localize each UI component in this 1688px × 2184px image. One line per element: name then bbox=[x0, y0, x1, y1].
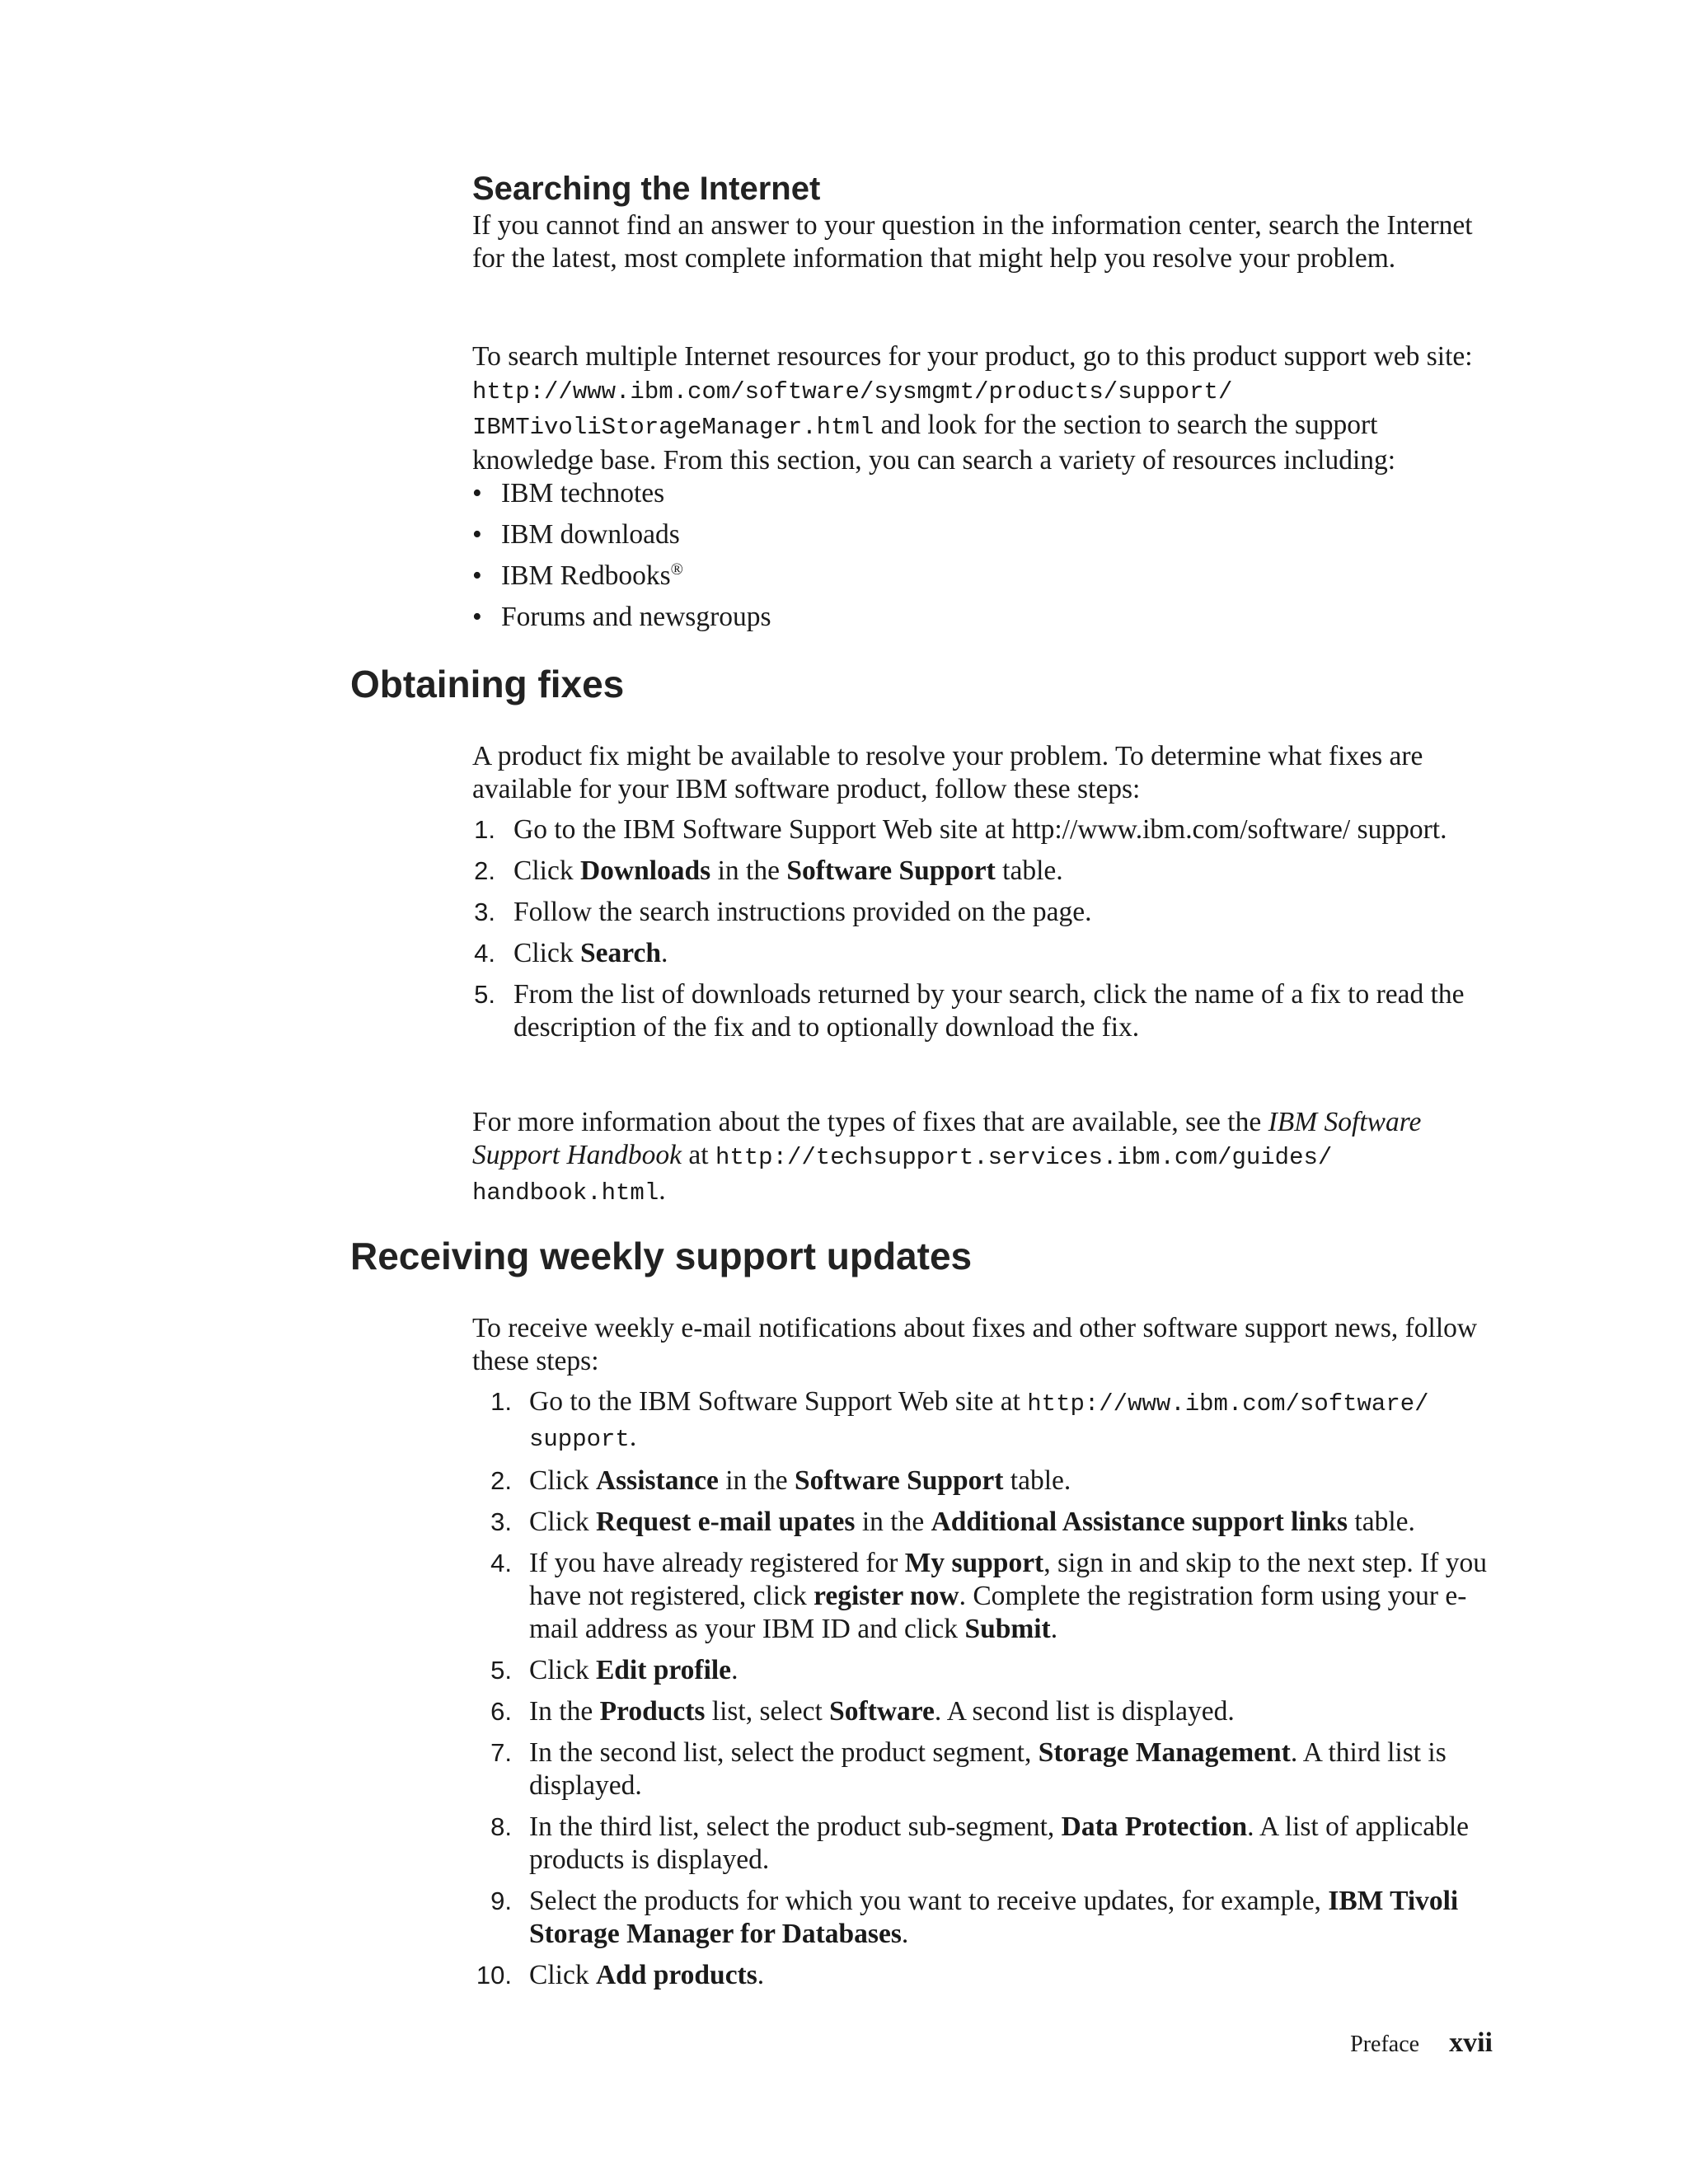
section-heading-fixes: Obtaining fixes bbox=[350, 663, 625, 705]
resources-list bbox=[472, 477, 1503, 642]
handbook-title: IBM Software Support Handbook bbox=[472, 1107, 1422, 1170]
searching-paragraph-1: If you cannot find an answer to your question in the information center, search the Internet for the latest, most complete information that might help you resolve your problem. bbox=[472, 210, 1473, 274]
page-footer bbox=[1350, 2027, 1493, 2061]
searching-p2-text-b: and look for the section to search the support knowledge base. From this section, you can search a variety of resources including: bbox=[472, 410, 1396, 476]
list-item: 6. In the Products list, select Software. A second list is displayed. bbox=[490, 1696, 1235, 1727]
list-item: 2. Click Assistance in the Software Support table. bbox=[490, 1465, 1071, 1496]
list-item: 1. Go to the IBM Software Support Web site at http://www.ibm.com/software/ support. bbox=[474, 814, 1447, 845]
list-item: 5. Click Edit profile. bbox=[490, 1655, 738, 1685]
weekly-steps bbox=[472, 1385, 1503, 2000]
searching-paragraph-2 bbox=[472, 340, 1503, 477]
list-item: 5. From the list of downloads returned by your search, click the name of a fix to read the description of the fix and to optionally download the fix. bbox=[474, 979, 1465, 1043]
fixes-steps bbox=[472, 813, 1503, 1052]
list-item: 7. In the second list, select the product segment, Storage Management. A third list is displayed. bbox=[490, 1737, 1447, 1801]
fixes-intro: A product fix might be available to resolve your problem. To determine what fixes are available for your IBM software product, follow these steps: bbox=[472, 741, 1423, 804]
weekly-intro: To receive weekly e-mail notifications about fixes and other software support news, follow these steps: bbox=[472, 1313, 1478, 1376]
section-heading-weekly: Receiving weekly support updates bbox=[350, 1235, 973, 1277]
list-item: 2. Click Downloads in the Software Support table. bbox=[474, 855, 1063, 886]
list-item: 4. If you have already registered for My support, sign in and skip to the next step. If you have not registered, click register now. Complete the registration form using your e-mail address as your IBM ID and click Submit. bbox=[490, 1548, 1488, 1644]
handbook-url: http://techsupport.services.ibm.com/guides/ handbook.html bbox=[472, 1144, 1333, 1207]
list-item: • IBM Redbooks® bbox=[472, 560, 683, 591]
registered-mark: ® bbox=[670, 560, 683, 579]
page-number: xvii bbox=[1449, 2027, 1493, 2058]
fixes-more-info: For more information about the types of fixes that are available, see the IBM Software Support Handbook at http://techsupport.services.ibm.com/guides/ handbook.html. bbox=[472, 1107, 1422, 1207]
list-item: 4. Click Search. bbox=[474, 938, 668, 968]
list-item: • IBM downloads bbox=[472, 519, 680, 550]
list-item: 3. Follow the search instructions provided on the page. bbox=[474, 897, 1092, 927]
list-item: 9. Select the products for which you want to receive updates, for example, IBM Tivoli Storage Manager for Databases. bbox=[490, 1886, 1459, 1949]
list-item: • Forums and newsgroups bbox=[472, 602, 771, 632]
list-item: • IBM technotes bbox=[472, 478, 665, 509]
subsection-heading-searching: Searching the Internet bbox=[472, 171, 821, 207]
list-item: 8. In the third list, select the product sub-segment, Data Protection. A list of applicable products is displayed. bbox=[490, 1811, 1470, 1875]
list-item: 10. Click Add products. bbox=[476, 1960, 765, 1990]
searching-p2-text-a: To search multiple Internet resources for your product, go to this product support web site: bbox=[472, 341, 1473, 372]
list-item: 1. Go to the IBM Software Support Web site at http://www.ibm.com/software/ support. bbox=[490, 1386, 1429, 1453]
list-item: 3. Click Request e-mail upates in the Additional Assistance support links table. bbox=[490, 1507, 1415, 1537]
footer-section-label: Preface bbox=[1350, 2032, 1420, 2057]
product-support-url: http://www.ibm.com/software/sysmgmt/products/support/ IBMTivoliStorageManager.html bbox=[472, 378, 1233, 441]
